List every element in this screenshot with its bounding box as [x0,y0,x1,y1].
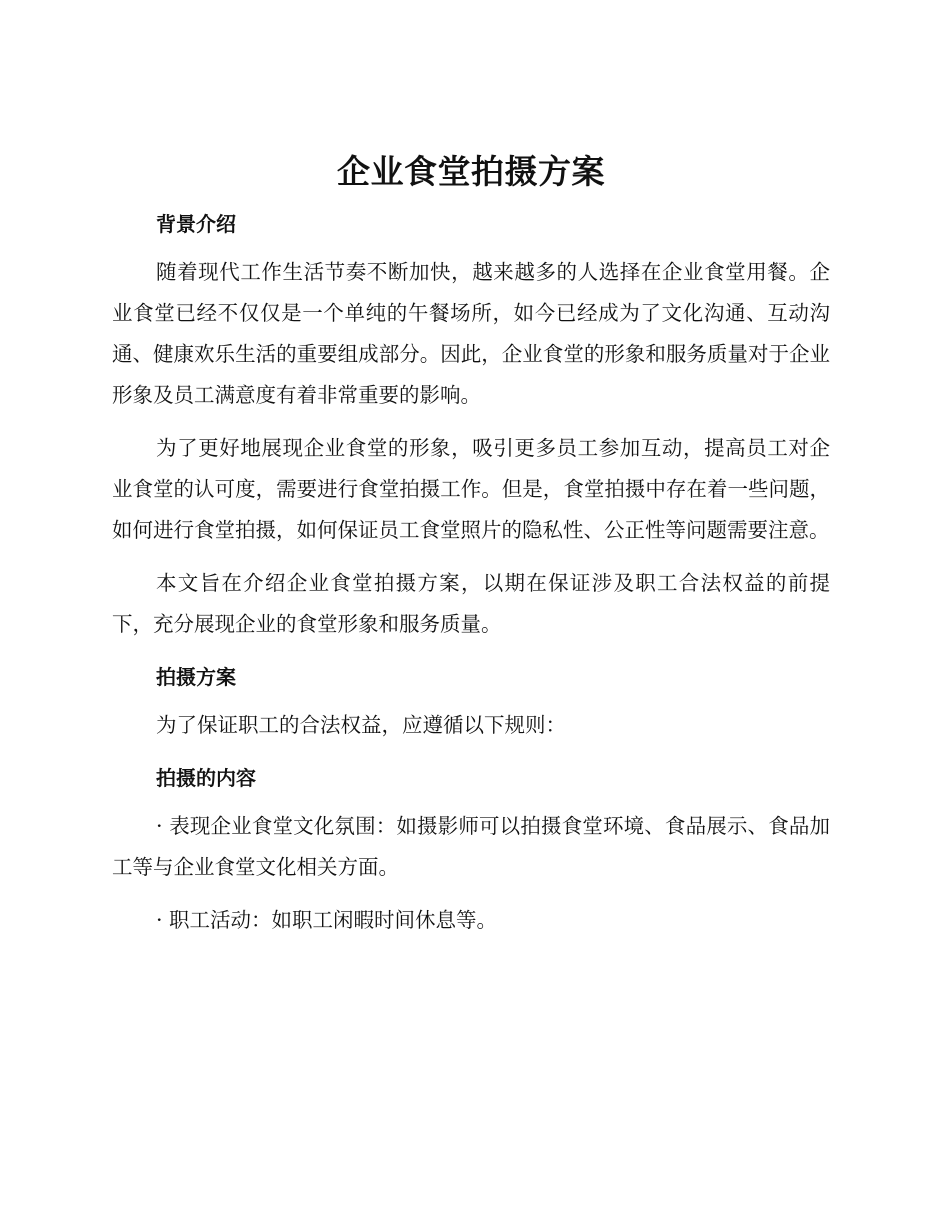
background-paragraph-2: 为了更好地展现企业食堂的形象，吸引更多员工参加互动，提高员工对企业食堂的认可度，需要进行食堂拍摄工作。但是，食堂拍摄中存在着一些问题，如何进行食堂拍摄，如何保证员工食堂照片的隐私性、公正性等问题需要注意。 [112,436,830,542]
content-list-item-1: · 表现企业食堂文化氛围：如摄影师可以拍摄食堂环境、食品展示、食品加工等与企业食堂文化相关方面。 [112,814,830,879]
background-paragraph-3: 本文旨在介绍企业食堂拍摄方案，以期在保证涉及职工合法权益的前提下，充分展现企业的食堂形象和服务质量。 [112,571,830,636]
document-page [112,148,830,941]
section-heading-plan: 拍摄方案 [156,665,236,689]
background-paragraph-1: 随着现代工作生活节奏不断加快，越来越多的人选择在企业食堂用餐。企业食堂已经不仅仅是一个单纯的午餐场所，如今已经成为了文化沟通、互动沟通、健康欢乐生活的重要组成部分。因此，企业食堂的形象和服务质量对于企业形象及员工满意度有着非常重要的影响。 [112,260,830,407]
document-title: 企业食堂拍摄方案 [337,152,605,191]
section-heading-content: 拍摄的内容 [156,766,256,790]
content-list-item-2: · 职工活动：如职工闲暇时间休息等。 [156,908,498,932]
section-heading-background: 背景介绍 [156,212,236,236]
plan-intro-paragraph: 为了保证职工的合法权益，应遵循以下规则： [156,713,566,737]
